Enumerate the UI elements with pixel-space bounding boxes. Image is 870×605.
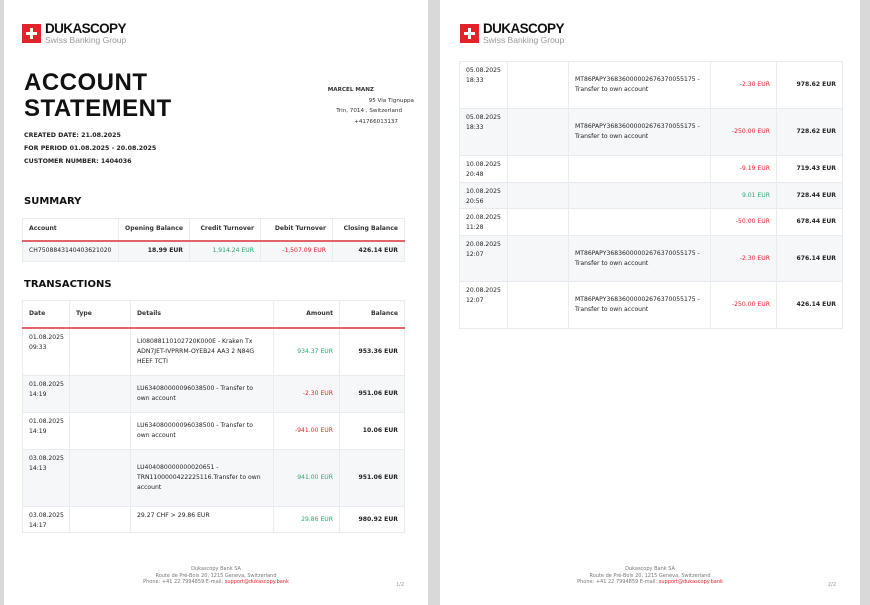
date-cell: 10.08.2025 20:48 bbox=[460, 156, 508, 183]
type-cell bbox=[70, 413, 131, 450]
date-cell: 05.08.2025 18:33 bbox=[460, 109, 508, 156]
type-cell bbox=[508, 209, 569, 236]
page-number: 1/2 bbox=[395, 582, 404, 588]
amount-cell: 934.37 EUR bbox=[274, 328, 340, 376]
type-cell bbox=[70, 328, 131, 376]
table-row bbox=[460, 209, 843, 236]
transactions-table-continued bbox=[459, 61, 843, 329]
type-cell bbox=[70, 507, 131, 533]
table-row bbox=[23, 507, 405, 533]
date-cell: 10.08.2025 20:56 bbox=[460, 183, 508, 209]
swiss-cross-icon bbox=[22, 24, 41, 43]
type-cell bbox=[70, 450, 131, 507]
page-number: 2/2 bbox=[827, 582, 836, 588]
date-cell: 01.08.2025 09:33 bbox=[23, 328, 70, 376]
created-date: CREATED DATE: 21.08.2025 bbox=[24, 132, 121, 139]
summary-table: Account Opening Balance Credit Turnover Debit Turnover Closing Balance CH7508843140403621020 18.99 EUR 1,914.24 EUR -1,507.09 EUR 426.14 EUR bbox=[22, 218, 405, 262]
support-email-link[interactable]: support@dukascopy.bank bbox=[658, 579, 723, 585]
footer: Dukascopy Bank SA Route de Pré-Bois 20, 1215 Geneva, Switzerland Phone: +41 22 7994859 E-mail: support@dukascopy.bank bbox=[143, 566, 289, 585]
balance-cell: 951.06 EUR bbox=[340, 450, 405, 507]
table-row bbox=[460, 62, 843, 109]
type-cell bbox=[508, 183, 569, 209]
amount-cell: -250.00 EUR bbox=[711, 109, 777, 156]
table-row bbox=[460, 236, 843, 282]
details-cell: LU404080000000020651 - TRN1100000422225116.Transfer to own account bbox=[131, 450, 274, 507]
type-cell bbox=[70, 376, 131, 413]
date-cell: 03.08.2025 14:17 bbox=[23, 507, 70, 533]
table-row bbox=[23, 450, 405, 507]
dukascopy-logo bbox=[22, 22, 126, 44]
details-cell: LU634080000096038500 - Transfer to own account bbox=[131, 376, 274, 413]
support-email-link[interactable]: support@dukascopy.bank bbox=[224, 579, 289, 585]
swiss-cross-icon bbox=[460, 24, 479, 43]
date-cell: 01.08.2025 14:19 bbox=[23, 413, 70, 450]
type-cell bbox=[508, 62, 569, 109]
statement-page-1 bbox=[4, 0, 428, 605]
summary-heading: SUMMARY bbox=[24, 196, 82, 207]
date-cell: 01.08.2025 14:19 bbox=[23, 376, 70, 413]
amount-cell: -50.00 EUR bbox=[711, 209, 777, 236]
amount-cell: -9.19 EUR bbox=[711, 156, 777, 183]
balance-cell: 980.92 EUR bbox=[340, 507, 405, 533]
brand-tagline: Swiss Banking Group bbox=[45, 34, 127, 45]
date-cell: 20.08.2025 11:28 bbox=[460, 209, 508, 236]
transactions-table: Date Type Details Amount Balance 01.08.2025 09:33 LI08088110102720K000E - Kraken Tx ADN7JET-IVPRRM-OYEB24 AA3 2 N84G HEEF TCTI 934.37 EUR 953.36 EUR 01.08.2025 14:19 LU634080000096038500 - Transfer to own account -2.30 EUR 951.06 EUR 01.08.2025 14:19 LU634080000096038500 - Transfer to own account -941.00 EUR 10.06 EUR 03.08.2025 14:13 LU404080000000020651 - TRN1100000422225116.Transfer to own account 941.00 EUR 951.06 EUR 03.08.2025 14:17 29.27 CHF > 29.86 EUR 29.86 EUR 980.92 EUR bbox=[22, 300, 405, 533]
details-cell: MT86PAPY36836000002676370055175 - Transfer to own account bbox=[569, 62, 711, 109]
details-cell bbox=[569, 156, 711, 183]
dukascopy-logo: DUKASCOPY Swiss Banking Group bbox=[460, 22, 564, 44]
balance-cell: 10.06 EUR bbox=[340, 413, 405, 450]
statement-meta bbox=[24, 129, 156, 168]
amount-cell: 9.01 EUR bbox=[711, 183, 777, 209]
table-row bbox=[23, 413, 405, 450]
details-cell: LU634080000096038500 - Transfer to own account bbox=[131, 413, 274, 450]
table-row bbox=[460, 183, 843, 209]
date-cell: 05.08.2025 18:33 bbox=[460, 62, 508, 109]
brand-name: DUKASCOPY bbox=[45, 21, 126, 36]
transactions-heading: TRANSACTIONS bbox=[24, 279, 112, 290]
table-row bbox=[460, 282, 843, 329]
statement-page-2 bbox=[440, 0, 860, 605]
summary-row: CH7508843140403621020 18.99 EUR 1,914.24 EUR -1,507.09 EUR 426.14 EUR bbox=[23, 241, 405, 262]
details-cell: LI08088110102720K000E - Kraken Tx ADN7JET-IVPRRM-OYEB24 AA3 2 N84G HEEF TCTI bbox=[131, 328, 274, 376]
statement-period: FOR PERIOD 01.08.2025 - 20.08.2025 bbox=[24, 145, 157, 152]
amount-cell: -2.30 EUR bbox=[711, 62, 777, 109]
details-cell: MT86PAPY36836000002676370055175 - Transfer to own account bbox=[569, 236, 711, 282]
amount-cell: -2.30 EUR bbox=[711, 236, 777, 282]
amount-cell: -2.30 EUR bbox=[274, 376, 340, 413]
balance-cell: 676.14 EUR bbox=[777, 236, 843, 282]
amount-cell: -941.00 EUR bbox=[274, 413, 340, 450]
date-cell: 20.08.2025 12:07 bbox=[460, 236, 508, 282]
details-cell: 29.27 CHF > 29.86 EUR bbox=[131, 507, 274, 533]
balance-cell: 951.06 EUR bbox=[340, 376, 405, 413]
customer-number: CUSTOMER NUMBER: 1404036 bbox=[24, 158, 132, 165]
date-cell: 03.08.2025 14:13 bbox=[23, 450, 70, 507]
footer: Dukascopy Bank SA Route de Pré-Bois 20, 1215 Geneva, Switzerland Phone: +41 22 7994859 E-mail: support@dukascopy.bank bbox=[577, 566, 723, 585]
type-cell bbox=[508, 282, 569, 329]
type-cell bbox=[508, 156, 569, 183]
balance-cell: 953.36 EUR bbox=[340, 328, 405, 376]
amount-cell: 29.86 EUR bbox=[274, 507, 340, 533]
customer-address: MARCEL MANZ 95 Via Tignuppa Trin, 7014 , Switzerland +41766013137 bbox=[327, 87, 414, 125]
details-cell bbox=[569, 209, 711, 236]
details-cell: MT86PAPY36836000002676370055175 - Transfer to own account bbox=[569, 282, 711, 329]
details-cell: MT86PAPY36836000002676370055175 - Transfer to own account bbox=[569, 109, 711, 156]
table-row bbox=[23, 376, 405, 413]
table-row bbox=[460, 109, 843, 156]
type-cell bbox=[508, 236, 569, 282]
balance-cell: 978.62 EUR bbox=[777, 62, 843, 109]
balance-cell: 719.43 EUR bbox=[777, 156, 843, 183]
balance-cell: 728.62 EUR bbox=[777, 109, 843, 156]
table-row bbox=[460, 156, 843, 183]
table-row bbox=[23, 328, 405, 376]
page-title: ACCOUNT STATEMENT bbox=[24, 69, 172, 122]
balance-cell: 678.44 EUR bbox=[777, 209, 843, 236]
type-cell bbox=[508, 109, 569, 156]
date-cell: 20.08.2025 12:07 bbox=[460, 282, 508, 329]
amount-cell: 941.00 EUR bbox=[274, 450, 340, 507]
amount-cell: -250.00 EUR bbox=[711, 282, 777, 329]
balance-cell: 728.44 EUR bbox=[777, 183, 843, 209]
balance-cell: 426.14 EUR bbox=[777, 282, 843, 329]
details-cell bbox=[569, 183, 711, 209]
